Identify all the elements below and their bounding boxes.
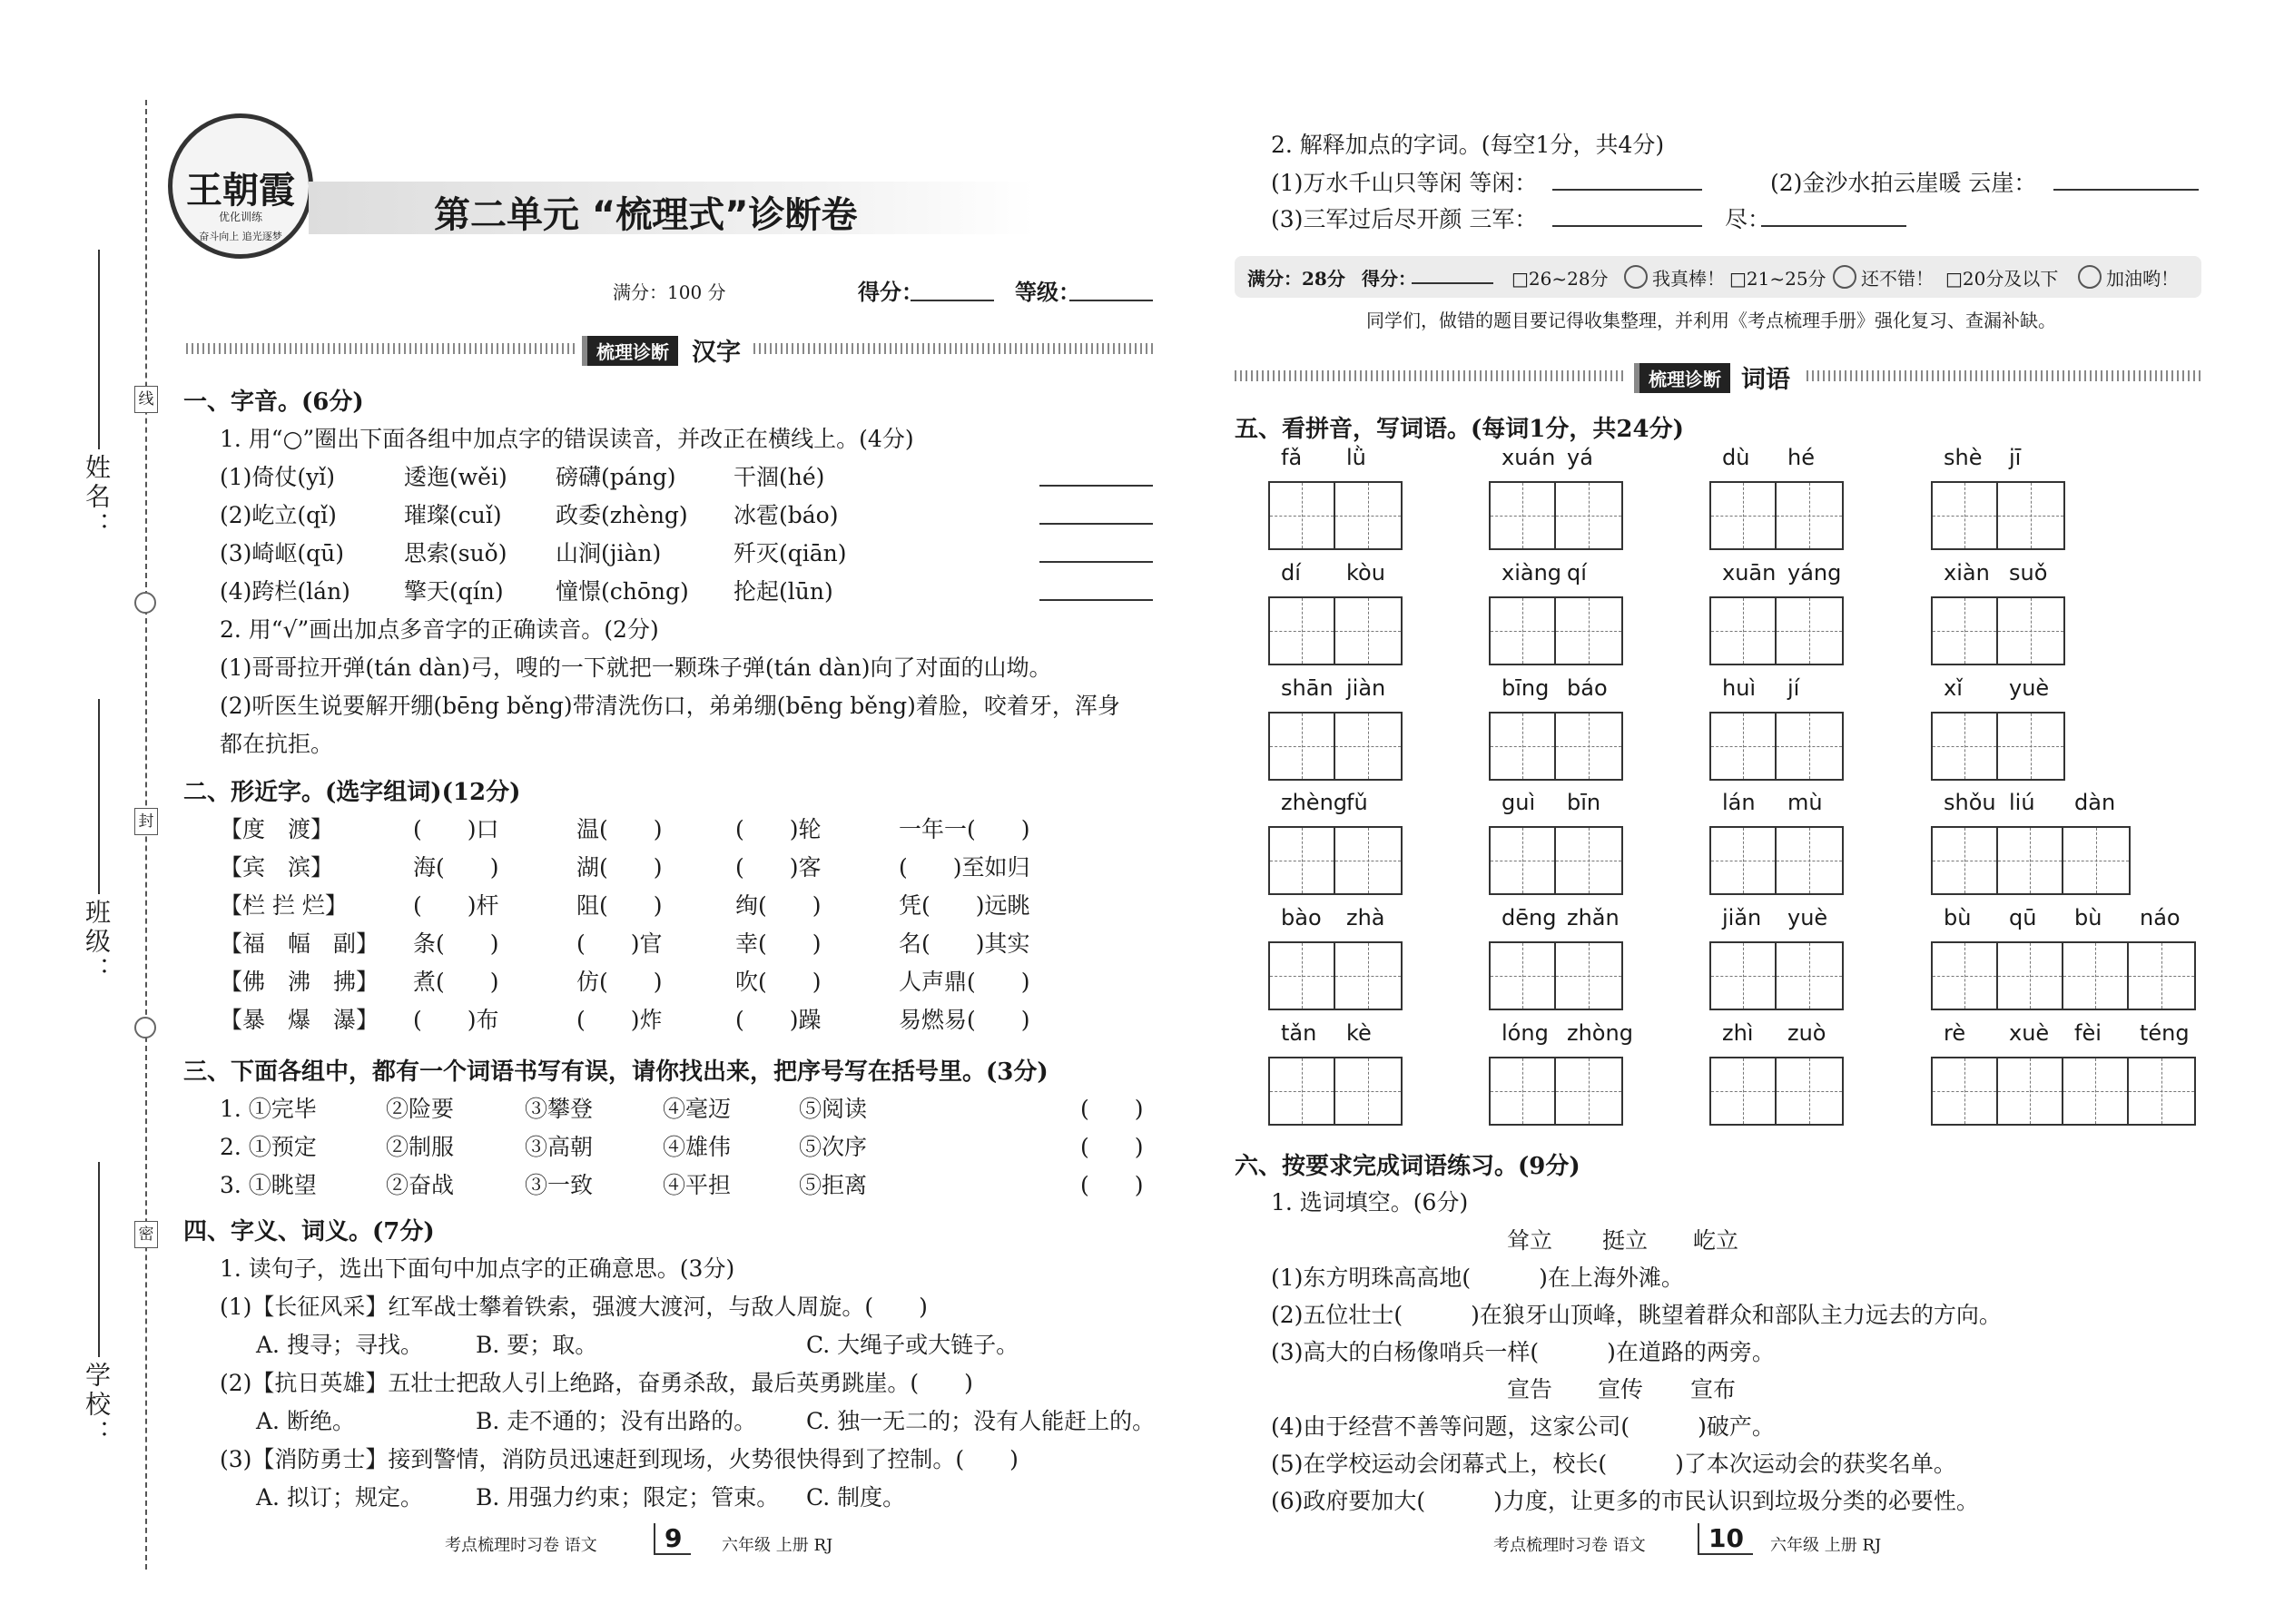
pinyin-label: yuè [1787, 905, 1828, 930]
pinyin-label: rè [1944, 1020, 1966, 1046]
char-group: 【宾 滨】 [220, 854, 334, 881]
grid-cell[interactable] [1711, 714, 1777, 779]
fill-blank[interactable]: 煮( ) [413, 969, 499, 995]
answer-line[interactable] [1039, 523, 1153, 525]
answer-line[interactable] [2053, 189, 2199, 191]
smile-face-icon [1620, 261, 1651, 289]
pinyin-label: shān [1281, 675, 1334, 701]
full-score: 满分：100 分 [613, 281, 726, 303]
q3-option: 1. ①完毕 [220, 1096, 317, 1122]
fill-blank[interactable]: 条( ) [413, 930, 499, 957]
pinyin-label: zhà [1346, 905, 1385, 930]
grid-cell[interactable] [1711, 483, 1777, 548]
pinyin-label: dēng [1501, 905, 1557, 930]
footer-grade: 六年级 上册 RJ [1770, 1536, 1882, 1555]
q1-item: 逶迤(wěi) [404, 464, 507, 490]
q1-item: 干涸(hé) [733, 464, 825, 490]
q6-sentence: (5)在学校运动会闭幕式上，校长( )了本次运动会的获奖名单。 [1271, 1451, 1956, 1477]
pinyin-label: zhèng [1281, 790, 1348, 815]
pinyin-label: jiǎn [1722, 905, 1762, 930]
grid-cell[interactable] [1933, 598, 1998, 664]
grid-cell[interactable] [1270, 1058, 1335, 1124]
writing-grid[interactable] [1489, 712, 1623, 781]
grid-cell[interactable] [1335, 483, 1401, 548]
review-note: 同学们，做错的题目要记得收集整理，并利用《考点梳理手册》强化复习、查漏补缺。 [1366, 310, 2056, 331]
score-label: 得分： [858, 279, 923, 305]
footer-book: 考点梳理时习卷 语文 [445, 1536, 597, 1555]
score-bar-score: 得分： [1362, 268, 1416, 290]
pinyin-label: dàn [2074, 790, 2116, 815]
score-option[interactable]: □20分及以下 [1945, 268, 2059, 290]
seal-mark: 封 [134, 808, 158, 835]
pinyin-label: zuò [1787, 1020, 1826, 1046]
q2-title: 二、形近字。(选字组词)(12分) [183, 779, 521, 806]
q4-option[interactable]: C. 制度。 [806, 1484, 906, 1511]
grid-cell[interactable] [1777, 483, 1842, 548]
pinyin-label: zhǎn [1567, 905, 1620, 930]
fill-blank[interactable]: 一年一( ) [899, 816, 1030, 842]
q5-title: 五、看拼音，写词语。(每词1分，共24分) [1235, 416, 1684, 443]
pinyin-label: bào [1281, 905, 1322, 930]
q6-instruction: 1. 选词填空。(6分) [1271, 1189, 1469, 1216]
section-title: 汉字 [692, 339, 741, 367]
q1-item: (4)跨栏(lán) [220, 578, 350, 605]
neutral-face-icon [1829, 261, 1860, 289]
score-option[interactable]: □26~28分 [1511, 268, 1609, 290]
fill-blank[interactable]: ( )轮 [735, 816, 822, 842]
q3-title: 三、下面各组中，都有一个词语书写有误，请你找出来，把序号写在括号里。(3分) [183, 1058, 1049, 1086]
grid-cell[interactable] [1335, 828, 1401, 893]
writing-grid[interactable] [1931, 712, 2065, 781]
grid-cell[interactable] [1335, 943, 1401, 1009]
pinyin-label: fǎ [1281, 445, 1303, 470]
word-choice: 屹立 [1693, 1227, 1739, 1254]
brand-logo [168, 113, 313, 259]
school-field[interactable] [98, 1162, 100, 1357]
q1-item: (1)倚仗(yǐ) [220, 464, 336, 490]
grid-cell[interactable] [1933, 483, 1998, 548]
binding-hole [134, 1017, 156, 1038]
q1-item: 思索(suǒ) [404, 540, 507, 566]
q1-item: 政委(zhèng) [556, 502, 688, 528]
grid-cell[interactable] [1711, 943, 1777, 1009]
pinyin-label: xuān [1722, 560, 1777, 586]
q6-sentence: (3)高大的白杨像哨兵一样( )在道路的两旁。 [1271, 1339, 1775, 1365]
name-field[interactable] [98, 250, 100, 449]
fill-blank[interactable]: ( )炸 [576, 1007, 663, 1033]
word-choice: 挺立 [1602, 1227, 1649, 1254]
logo-sub: 优化训练 [218, 211, 262, 223]
q1-instruction: 1. 用“○”圈出下面各组中加点字的错误读音，并改正在横线上。(4分) [220, 426, 914, 452]
r2-title: 2. 解释加点的字词。(每空1分，共4分) [1271, 132, 1665, 158]
pinyin-label: hé [1787, 445, 1815, 470]
grid-cell[interactable] [2063, 1058, 2129, 1124]
q4-option[interactable]: B. 要；取。 [476, 1332, 598, 1358]
grid-cell[interactable] [2063, 828, 2129, 893]
pinyin-label: téng [2140, 1020, 2190, 1046]
q6-sentence: (6)政府要加大( )力度，让更多的市民认识到垃圾分类的必要性。 [1271, 1488, 1979, 1514]
writing-grid[interactable] [1931, 481, 2065, 550]
answer-line[interactable] [1039, 599, 1153, 601]
pinyin-label: bù [1944, 905, 1972, 930]
pinyin-label: báo [1567, 675, 1608, 701]
answer-line[interactable] [1761, 225, 1906, 227]
q4-option[interactable]: A. 搜寻；寻找。 [256, 1332, 423, 1358]
grid-cell[interactable] [1491, 1058, 1556, 1124]
q6-sentence: (2)五位壮士( )在狼牙山顶峰，眺望着群众和部队主力远去的方向。 [1271, 1302, 2002, 1328]
pinyin-label: bīn [1567, 790, 1601, 815]
fill-blank[interactable]: 阻( ) [576, 892, 663, 919]
q1-sentence: 都在抗拒。 [220, 731, 334, 757]
q6-sentence: (1)东方明珠高高地( )在上海外滩。 [1271, 1265, 1684, 1291]
pinyin-label: xiàng [1501, 560, 1562, 586]
writing-grid[interactable] [1268, 1057, 1403, 1126]
name-label: 姓名： [82, 454, 112, 541]
pinyin-label: bīng [1501, 675, 1550, 701]
answer-line[interactable] [1552, 189, 1702, 191]
grid-cell[interactable] [1491, 828, 1556, 893]
page-title: 第二单元 “梳理式”诊断卷 [434, 194, 858, 236]
grid-cell[interactable] [1998, 714, 2063, 779]
q4-option[interactable]: C. 独一无二的；没有人能赶上的。 [806, 1408, 1156, 1434]
writing-grid[interactable] [1489, 941, 1623, 1010]
pinyin-label: yáng [1787, 560, 1842, 586]
grid-cell[interactable] [2129, 943, 2194, 1009]
footer-book: 考点梳理时习卷 语文 [1493, 1536, 1646, 1555]
q4-option[interactable]: A. 拟订；规定。 [256, 1484, 423, 1511]
writing-grid[interactable] [1268, 826, 1403, 895]
writing-grid[interactable] [1709, 481, 1844, 550]
divider [186, 343, 576, 354]
q1-item: 憧憬(chōng) [556, 578, 689, 605]
q3-option: ②制服 [386, 1134, 455, 1160]
pinyin-label: yuè [2009, 675, 2050, 701]
fill-blank[interactable]: ( )杆 [413, 892, 499, 919]
grid-cell[interactable] [1491, 483, 1556, 548]
q3-option: 3. ①眺望 [220, 1172, 317, 1198]
word-choice: 宣布 [1690, 1376, 1737, 1403]
fill-blank[interactable]: 吹( ) [735, 969, 822, 995]
q4-option[interactable]: A. 断绝。 [256, 1408, 355, 1434]
answer-line[interactable] [1039, 485, 1153, 487]
writing-grid[interactable] [1709, 1057, 1844, 1126]
fill-blank[interactable]: 名( )其实 [899, 930, 1030, 957]
grid-cell[interactable] [1998, 483, 2063, 548]
grid-cell[interactable] [1556, 1058, 1621, 1124]
writing-grid[interactable] [1709, 826, 1844, 895]
q1-sentence: (2)听医生说要解开绷(bēng běng)带清洗伤口，弟弟绷(bēng běng)着脸，咬着牙，浑身 [220, 693, 1120, 719]
q1-title: 一、字音。(6分) [183, 389, 364, 416]
pinyin-label: suǒ [2009, 560, 2048, 586]
grid-cell[interactable] [1933, 828, 1998, 893]
grid-cell[interactable] [1491, 714, 1556, 779]
grid-cell[interactable] [2129, 1058, 2194, 1124]
answer-line[interactable] [1039, 561, 1153, 563]
score-comment: 加油哟！ [2106, 268, 2179, 290]
pinyin-label: jiàn [1346, 675, 1386, 701]
pinyin-label: tǎn [1281, 1020, 1317, 1046]
divider [1807, 370, 2201, 381]
pinyin-label: shè [1944, 445, 1983, 470]
q3-option: ④毫迈 [663, 1096, 732, 1122]
fill-blank[interactable]: 温( ) [576, 816, 663, 842]
pinyin-label: dù [1722, 445, 1750, 470]
pinyin-label: liú [2009, 790, 2035, 815]
q4-question: (2)【抗日英雄】五壮士把敌人引上绝路，奋勇杀敌，最后英勇跳崖。( ) [220, 1370, 973, 1396]
grid-cell[interactable] [1335, 598, 1401, 664]
grid-cell[interactable] [1711, 1058, 1777, 1124]
q1-item: (2)屹立(qǐ) [220, 502, 337, 528]
q4-option[interactable]: B. 用强力约束；限定；管束。 [476, 1484, 780, 1511]
grid-cell[interactable] [1270, 714, 1335, 779]
pinyin-label: bù [2074, 905, 2102, 930]
fill-blank[interactable]: 绚( ) [735, 892, 822, 919]
grid-cell[interactable] [1711, 828, 1777, 893]
class-field[interactable] [98, 699, 100, 894]
word-choice: 耸立 [1507, 1227, 1553, 1254]
pinyin-label: lán [1722, 790, 1756, 815]
pinyin-label: dí [1281, 560, 1301, 586]
fill-blank[interactable]: 仿( ) [576, 969, 663, 995]
writing-grid[interactable] [1931, 1057, 2196, 1126]
pinyin-label: qí [1567, 560, 1587, 586]
grid-cell[interactable] [1556, 598, 1621, 664]
grade-label: 等级： [1015, 279, 1080, 305]
page-number: 9 [654, 1523, 691, 1555]
q1-sentence: (1)哥哥拉开弹(tán dàn)弓，嗖的一下就把一颗珠子弹(tán dàn)向了对面的山坳。 [220, 655, 1052, 681]
pinyin-label: fèi [2074, 1020, 2102, 1046]
binding-strip [0, 0, 172, 1624]
fill-blank[interactable]: 易燃易( ) [899, 1007, 1030, 1033]
q3-option: 2. ①预定 [220, 1134, 317, 1160]
grid-cell[interactable] [1777, 828, 1842, 893]
grid-cell[interactable] [1270, 828, 1335, 893]
q3-option: ⑤拒离 [799, 1172, 868, 1198]
score-option[interactable]: □21~25分 [1729, 268, 1826, 290]
divider [753, 343, 1155, 354]
grid-cell[interactable] [1998, 943, 2063, 1009]
q1-item: 璀璨(cuǐ) [404, 502, 502, 528]
q4-option[interactable]: C. 大绳子或大链子。 [806, 1332, 1019, 1358]
cheer-face-icon [2074, 261, 2105, 289]
q1-item: 抡起(lūn) [733, 578, 833, 605]
answer-paren[interactable]: ( ) [1080, 1172, 1144, 1198]
writing-grid[interactable] [1489, 481, 1623, 550]
grid-cell[interactable] [1933, 1058, 1998, 1124]
writing-grid[interactable] [1931, 826, 2131, 895]
pinyin-label: jī [2009, 445, 2022, 470]
q3-option: ⑤阅读 [799, 1096, 868, 1122]
q4-question: (3)【消防勇士】接到警情，消防员迅速赶到现场，火势很快得到了控制。( ) [220, 1446, 1019, 1472]
answer-line[interactable] [1552, 225, 1702, 227]
divider [1235, 370, 1625, 381]
writing-grid[interactable] [1709, 941, 1844, 1010]
grid-cell[interactable] [1556, 483, 1621, 548]
grade-field[interactable] [1069, 300, 1153, 301]
pinyin-label: kòu [1346, 560, 1385, 586]
q3-option: ③一致 [525, 1172, 594, 1198]
q3-option: ④平担 [663, 1172, 732, 1198]
fill-blank[interactable]: 凭( )远眺 [899, 892, 1030, 919]
grid-cell[interactable] [1777, 714, 1842, 779]
q4-question: (1)【长征风采】红军战士攀着铁索，强渡大渡河，与敌人周旋。( ) [220, 1294, 928, 1320]
logo-brand-name: 王朝霞 [186, 169, 295, 212]
q3-option: ④雄伟 [663, 1134, 732, 1160]
pinyin-label: huì [1722, 675, 1757, 701]
score-bar-full: 满分：28分 [1247, 268, 1345, 290]
writing-grid[interactable] [1709, 596, 1844, 665]
writing-grid[interactable] [1268, 712, 1403, 781]
writing-grid[interactable] [1489, 826, 1623, 895]
fill-blank[interactable]: ( )布 [413, 1007, 499, 1033]
pinyin-label: zhì [1722, 1020, 1754, 1046]
section-tag: 梳理诊断 [1634, 363, 1730, 393]
fill-blank[interactable]: ( )口 [413, 816, 499, 842]
pinyin-label: xuán [1501, 445, 1556, 470]
section-tag: 梳理诊断 [582, 336, 678, 366]
grid-cell[interactable] [1777, 943, 1842, 1009]
pinyin-label: qū [2009, 905, 2037, 930]
page-number: 10 [1698, 1523, 1753, 1555]
q1-item: 山涧(jiàn) [556, 540, 662, 566]
q3-option: ③高朝 [525, 1134, 594, 1160]
writing-grid[interactable] [1931, 596, 2065, 665]
pinyin-label: zhòng [1567, 1020, 1633, 1046]
writing-grid[interactable] [1489, 596, 1623, 665]
char-group: 【佛 沸 拂】 [220, 969, 379, 995]
q1-item: 擎天(qín) [404, 578, 504, 605]
word-choice: 宣传 [1598, 1376, 1644, 1403]
q3-option: ②奋战 [386, 1172, 455, 1198]
grid-cell[interactable] [1998, 828, 2063, 893]
grid-cell[interactable] [1777, 1058, 1842, 1124]
grid-cell[interactable] [1491, 598, 1556, 664]
grid-cell[interactable] [1711, 598, 1777, 664]
q3-option: ⑤次序 [799, 1134, 868, 1160]
pinyin-label: yá [1567, 445, 1593, 470]
q3-option: ②险要 [386, 1096, 455, 1122]
q4-instruction: 1. 读句子，选出下面句中加点字的正确意思。(3分) [220, 1255, 735, 1282]
logo-slogan: 奋斗向上 追光逐梦 [199, 231, 282, 242]
grid-cell[interactable] [1933, 943, 1998, 1009]
pinyin-label: kè [1346, 1020, 1372, 1046]
grid-cell[interactable] [1270, 483, 1335, 548]
fill-blank[interactable]: 海( ) [413, 854, 499, 881]
pinyin-label: mù [1787, 790, 1823, 815]
q1-item: (3)崎岖(qū) [220, 540, 345, 566]
score-comment: 还不错！ [1861, 268, 1934, 290]
char-group: 【福 幅 副】 [220, 930, 379, 957]
q4-option[interactable]: B. 走不通的；没有出路的。 [476, 1408, 757, 1434]
grid-cell[interactable] [1998, 1058, 2063, 1124]
writing-grid[interactable] [1268, 481, 1403, 550]
score-comment: 我真棒！ [1652, 268, 1725, 290]
fill-blank[interactable]: 湖( ) [576, 854, 663, 881]
writing-grid[interactable] [1268, 941, 1403, 1010]
r2-item: (2)金沙水拍云崖暖 云崖： [1770, 170, 2037, 196]
q3-option: ③攀登 [525, 1096, 594, 1122]
binding-hole [134, 592, 156, 614]
grid-cell[interactable] [1335, 1058, 1401, 1124]
char-group: 【栏 拦 烂】 [220, 892, 348, 919]
answer-paren[interactable]: ( ) [1080, 1134, 1144, 1160]
q1-item: 歼灭(qiān) [733, 540, 847, 566]
pinyin-label: lǜ [1346, 445, 1366, 470]
r2-item: (1)万水千山只等闲 等闲： [1271, 170, 1538, 196]
q6-sentence: (4)由于经营不善等问题，这家公司( )破产。 [1271, 1413, 1775, 1440]
pinyin-label: náo [2140, 905, 2181, 930]
char-group: 【度 渡】 [220, 816, 334, 842]
score-bar-field[interactable] [1412, 282, 1493, 284]
q1-instruction: 2. 用“√”画出加点多音字的正确读音。(2分) [220, 616, 659, 643]
score-field[interactable] [911, 300, 994, 301]
pinyin-label: lóng [1501, 1020, 1549, 1046]
fill-blank[interactable]: 幸( ) [735, 930, 822, 957]
fill-blank[interactable]: 人声鼎( ) [899, 969, 1030, 995]
char-group: 【暴 爆 瀑】 [220, 1007, 379, 1033]
fill-blank[interactable]: ( )客 [735, 854, 822, 881]
word-choice: 宣告 [1507, 1376, 1553, 1403]
seal-mark: 密 [134, 1221, 158, 1248]
pinyin-label: xuè [2009, 1020, 2050, 1046]
seal-mark: 线 [134, 386, 158, 413]
grid-cell[interactable] [1491, 943, 1556, 1009]
grid-cell[interactable] [1556, 943, 1621, 1009]
pinyin-label: guì [1501, 790, 1536, 815]
writing-grid[interactable] [1709, 712, 1844, 781]
pinyin-label: shǒu [1944, 790, 1996, 815]
school-label: 学校： [82, 1362, 112, 1449]
fill-blank[interactable]: ( )至如归 [899, 854, 1030, 881]
grid-cell[interactable] [2063, 943, 2129, 1009]
q1-item: 磅礴(páng) [556, 464, 676, 490]
q6-title: 六、按要求完成词语练习。(9分) [1235, 1153, 1580, 1180]
grid-cell[interactable] [1556, 714, 1621, 779]
grid-cell[interactable] [1270, 598, 1335, 664]
writing-grid[interactable] [1931, 941, 2196, 1010]
q4-title: 四、字义、词义。(7分) [183, 1218, 435, 1245]
writing-grid[interactable] [1268, 596, 1403, 665]
grid-cell[interactable] [1998, 598, 2063, 664]
answer-paren[interactable]: ( ) [1080, 1096, 1144, 1122]
pinyin-label: xiàn [1944, 560, 1990, 586]
r2-item: (3)三军过后尽开颜 三军： [1271, 206, 1538, 232]
pinyin-label: fǔ [1346, 790, 1368, 815]
grid-cell[interactable] [1777, 598, 1842, 664]
pinyin-label: xǐ [1944, 675, 1963, 701]
grid-cell[interactable] [1556, 828, 1621, 893]
fill-blank[interactable]: ( )官 [576, 930, 663, 957]
section-title: 词语 [1741, 366, 1790, 394]
q1-item: 冰雹(báo) [733, 502, 839, 528]
fill-blank[interactable]: ( )躁 [735, 1007, 822, 1033]
grid-cell[interactable] [1933, 714, 1998, 779]
grid-cell[interactable] [1335, 714, 1401, 779]
footer-grade: 六年级 上册 RJ [722, 1536, 833, 1555]
pinyin-label: jí [1787, 675, 1800, 701]
class-label: 班级： [82, 899, 112, 986]
writing-grid[interactable] [1489, 1057, 1623, 1126]
r2-item: 尽： [1725, 206, 1771, 232]
grid-cell[interactable] [1270, 943, 1335, 1009]
